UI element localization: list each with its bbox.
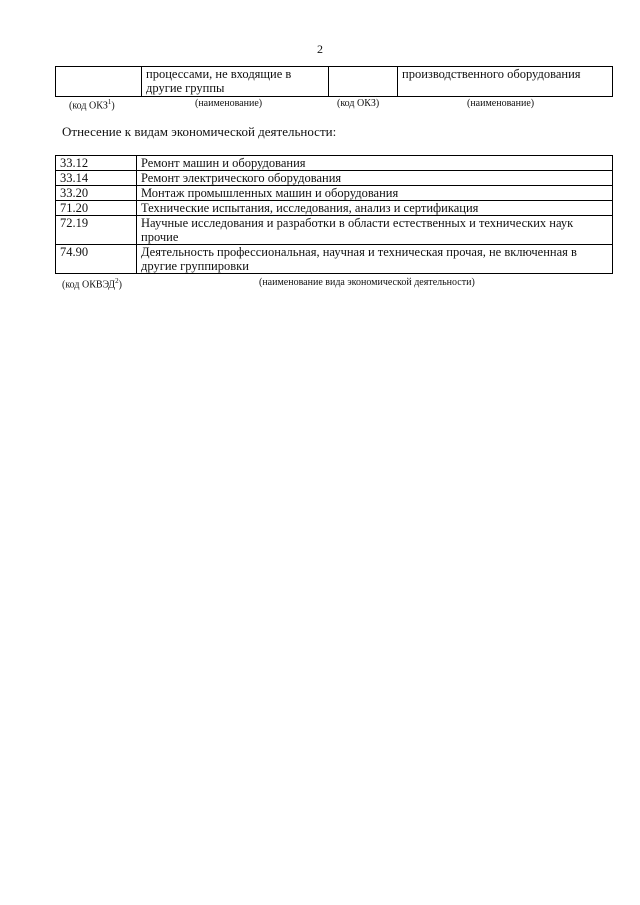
table-row [56, 245, 613, 274]
okved-code-cell: 33.20 [56, 186, 137, 201]
okz-table [55, 66, 613, 97]
table-row [56, 216, 613, 245]
okved-heading: Отнесение к видам экономической деятельности: [62, 124, 337, 139]
okved-code-cell: 72.19 [56, 216, 137, 245]
okved-name-caption: (наименование вида экономической деятельности) [259, 277, 475, 288]
okved-name-cell: Ремонт машин и оборудования [137, 156, 613, 171]
okz-code-caption: (код ОКЗ) [337, 98, 380, 109]
table-row [56, 67, 613, 97]
okved-name-cell: Научные исследования и разработки в области естественных и технических наук прочие [137, 216, 613, 245]
okz-code-caption: (код ОКЗ$^1$) [69, 98, 115, 112]
okved-code-cell: 74.90 [56, 245, 137, 274]
table-row [56, 186, 613, 201]
okved-code-caption: (код ОКВЭД$^2$) [62, 277, 122, 291]
okved-name-cell: Монтаж промышленных машин и оборудования [137, 186, 613, 201]
okved-code-cell: 71.20 [56, 201, 137, 216]
okved-code-cell: 33.12 [56, 156, 137, 171]
okved-name-cell: Технические испытания, исследования, анализ и сертификация [137, 201, 613, 216]
table-row [56, 156, 613, 171]
okz-name-cell: процессами, не входящие в другие группы [142, 67, 329, 97]
okz-code-cell [56, 67, 142, 97]
okved-code-cell: 33.14 [56, 171, 137, 186]
okz-name-caption: (наименование) [195, 98, 263, 109]
okz-name-cell: производственного оборудования [398, 67, 613, 97]
okved-name-cell: Ремонт электрического оборудования [137, 171, 613, 186]
okved-table [55, 155, 613, 274]
okved-name-cell: Деятельность профессиональная, научная и техническая прочая, не включенная в другие группировки [137, 245, 613, 274]
page-number: 2 [317, 42, 323, 56]
okz-name-caption: (наименование) [467, 98, 535, 109]
okz-code-cell [329, 67, 398, 97]
table-row [56, 171, 613, 186]
table-row [56, 201, 613, 216]
